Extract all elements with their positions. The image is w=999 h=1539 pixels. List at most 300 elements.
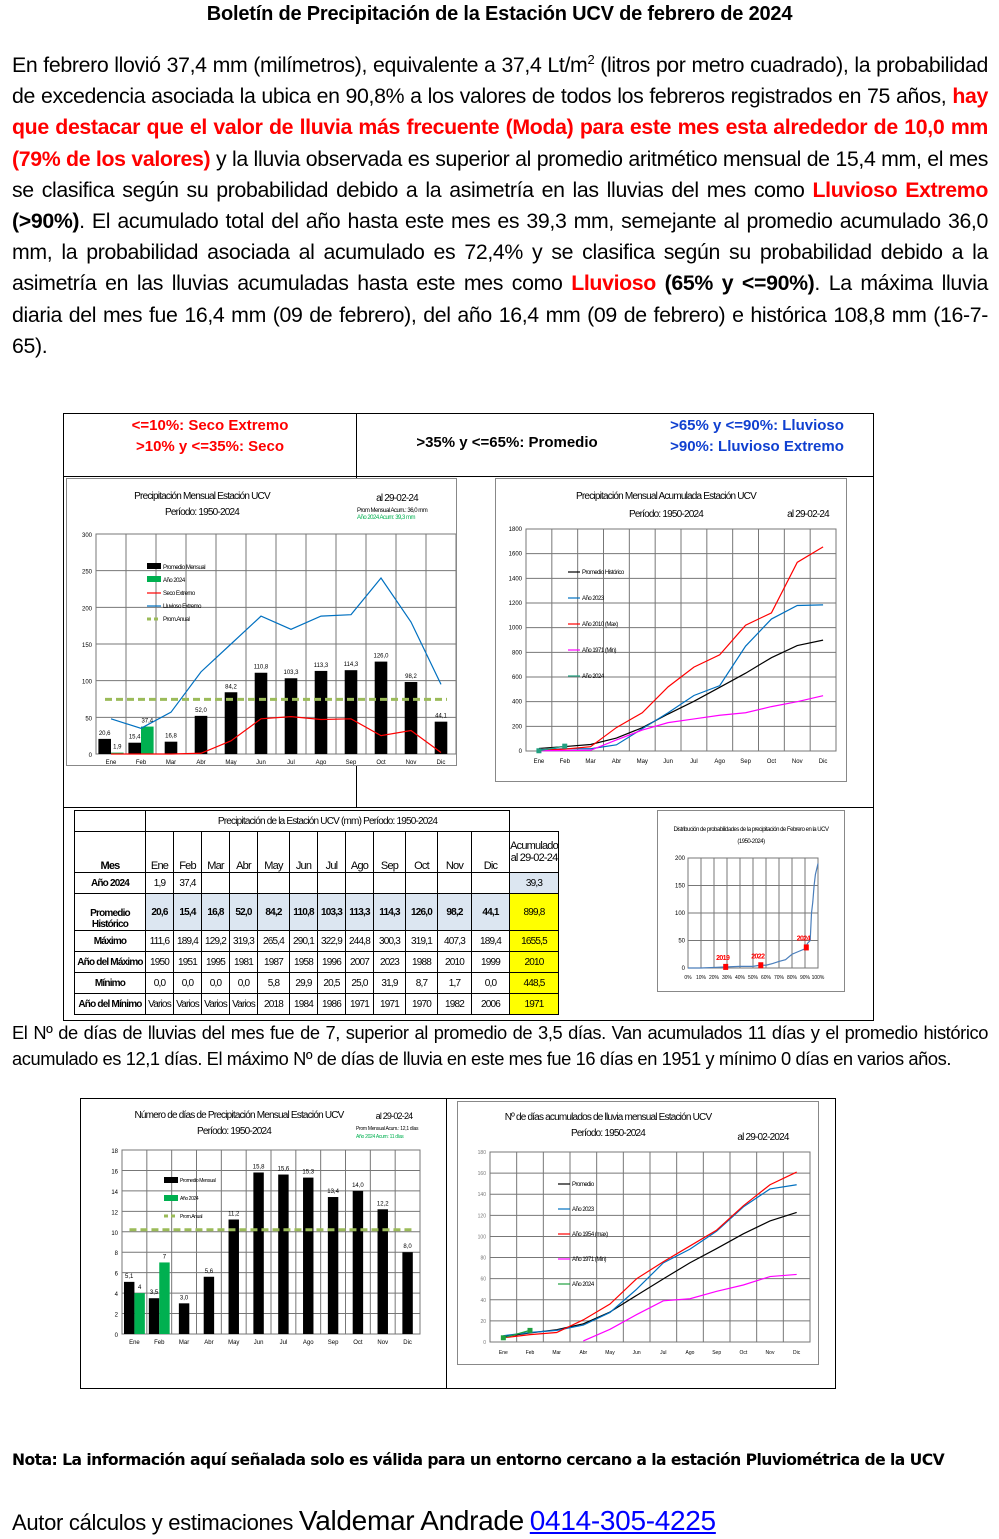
bar-promedio <box>128 743 141 754</box>
table-cell: 2023 <box>374 952 406 973</box>
data-label: 44,1 <box>435 713 447 720</box>
class-seco: >10% y <=35%: Seco <box>135 438 284 455</box>
table-cell: 20,6 <box>146 894 174 931</box>
table-header-row <box>75 832 559 873</box>
table-cell: 1970 <box>406 994 438 1015</box>
y-tick-label: 300 <box>81 533 92 539</box>
y-tick-label: 0 <box>88 753 92 759</box>
x-tick-label: Oct <box>376 760 386 765</box>
classification-legend <box>64 414 873 477</box>
chart-monthly <box>67 479 456 765</box>
x-tick-label: Jun <box>663 759 673 765</box>
divider <box>446 1099 447 1388</box>
y-tick-label: 180 <box>477 1150 486 1156</box>
x-tick-label: Jun <box>253 1340 264 1346</box>
y-tick-label: 100 <box>674 911 685 917</box>
table-cell: 8,7 <box>406 973 438 994</box>
month-class: Lluvioso Extremo <box>812 177 988 202</box>
data-label: 14,0 <box>352 1182 364 1189</box>
table-cell: 407,3 <box>438 931 472 952</box>
data-label: 5,6 <box>204 1268 214 1275</box>
chart-title-2: (1950-2024) <box>737 839 765 845</box>
table-cell: 1988 <box>406 952 438 973</box>
y-tick-label: 1400 <box>508 576 522 583</box>
table-cell: 1958 <box>290 952 318 973</box>
x-tick-label: Mar <box>585 759 596 765</box>
chart-subtitle: Período: 1950-2024 <box>196 1126 272 1137</box>
table-cell: 1996 <box>318 952 346 973</box>
y-tick-label: 1600 <box>508 551 522 558</box>
x-tick-label: Mar <box>552 1350 561 1356</box>
table-cell: 1,9 <box>146 873 174 894</box>
table-cell <box>230 873 258 894</box>
table-cell: 31,9 <box>374 973 406 994</box>
bar-promedio <box>378 1209 388 1334</box>
table-cell: 20,5 <box>318 973 346 994</box>
table-total: 1655,5 <box>510 931 559 952</box>
data-label: 8,0 <box>403 1244 412 1251</box>
y-tick-label: 150 <box>674 883 685 890</box>
row-label: Año 2024 <box>75 873 146 894</box>
chart-title: Distribución de probabilidades de la precipitación de Febrero en la UCV <box>673 827 829 833</box>
table-cell: 25,0 <box>346 973 374 994</box>
column-header: Mar <box>202 832 230 873</box>
y-tick-label: 0 <box>114 1333 118 1339</box>
x-tick-label: Ago <box>315 760 327 765</box>
table-cell: 189,4 <box>472 931 510 952</box>
table-cell: 1982 <box>438 994 472 1015</box>
chart-date: al 29-02-2024 <box>737 1132 789 1143</box>
table-cell: 1971 <box>346 994 374 1015</box>
chart-accumulated <box>496 479 846 781</box>
column-header: Sep <box>374 832 406 873</box>
table-cell: 319,3 <box>230 931 258 952</box>
y-tick-label: 80 <box>480 1255 486 1262</box>
x-tick-label: Nov <box>765 1350 775 1356</box>
x-tick-label: Jul <box>690 759 698 765</box>
x-tick-label: Dic <box>793 1350 801 1356</box>
chart-title: Nº de días acumulados de lluvia mensual Estación UCV <box>504 1112 712 1123</box>
data-label: 15,4 <box>128 734 141 741</box>
table-cell <box>290 873 318 894</box>
x-tick-label: Abr <box>611 759 622 765</box>
y-tick-label: 200 <box>81 606 92 613</box>
x-tick-label: Dic <box>818 759 828 765</box>
legend-label: Año 2010 (Max) <box>582 622 618 628</box>
table-total: 2010 <box>510 952 559 973</box>
x-tick-label: Mar <box>165 760 177 765</box>
legend-label: Prom.Anual <box>163 617 190 623</box>
table-cell: 319,1 <box>406 931 438 952</box>
class-lluvioso-extremo: >90%: Lluvioso Extremo <box>670 438 844 455</box>
table-cell <box>346 873 374 894</box>
table-title-blank <box>510 811 559 832</box>
x-tick-label: Abr <box>196 760 206 765</box>
point-marker <box>758 962 763 968</box>
point-label: 2019 <box>716 954 730 962</box>
data-label: 15,8 <box>252 1164 265 1171</box>
x-tick-label: Sep <box>345 760 357 765</box>
chart-days-accumulated <box>458 1102 818 1364</box>
y-tick-label: 12 <box>111 1210 118 1217</box>
y-tick-label: 2 <box>114 1312 118 1319</box>
x-tick-label: Sep <box>327 1340 339 1346</box>
data-label: 3,0 <box>179 1295 189 1302</box>
data-label: 11,2 <box>228 1211 240 1218</box>
x-tick-label: Sep <box>740 759 751 765</box>
table-cell: 2007 <box>346 952 374 973</box>
x-tick-label: May <box>636 759 648 765</box>
column-header: Nov <box>438 832 472 873</box>
table-row <box>75 973 559 994</box>
table-cell: 37,4 <box>174 873 202 894</box>
table-cell: 1999 <box>472 952 510 973</box>
x-tick-label: May <box>225 760 237 765</box>
bar-promedio <box>375 662 388 754</box>
y-tick-label: 8 <box>114 1251 118 1258</box>
legend-label: Año 1971 (Min) <box>582 648 617 654</box>
y-tick-label: 250 <box>81 569 92 576</box>
table-cell: 1987 <box>258 952 290 973</box>
x-tick-label: 0% <box>684 975 692 981</box>
class-promedio: >35% y <=65%: Promedio <box>416 434 598 451</box>
charts-frame <box>63 413 874 1021</box>
row-label: Año del Mínimo <box>75 994 146 1015</box>
bulletin-title: Boletín de Precipitación de la Estación UCV de febrero de 2024 <box>206 3 793 25</box>
x-tick-label: Mar <box>178 1340 190 1346</box>
point-marker <box>804 944 809 950</box>
table-cell: 0,0 <box>472 973 510 994</box>
table-total: 39,3 <box>510 873 559 894</box>
data-label: 15,3 <box>302 1169 315 1176</box>
y-tick-label: 400 <box>511 699 522 706</box>
table-cell: 0,0 <box>146 973 174 994</box>
data-label: 114,3 <box>343 662 359 669</box>
table-cell: 0,0 <box>174 973 202 994</box>
table-cell <box>202 873 230 894</box>
bar-promedio <box>255 673 268 754</box>
bar-promedio <box>195 716 208 754</box>
y-tick-label: 1000 <box>508 625 522 632</box>
x-tick-label: 30% <box>721 975 733 981</box>
table-cell: 113,3 <box>346 894 374 931</box>
data-label: 126,0 <box>373 653 389 660</box>
y-tick-label: 18 <box>111 1149 118 1155</box>
table-cell: 98,2 <box>438 894 472 931</box>
legend-label: Promedio Mensual <box>180 1178 216 1184</box>
x-tick-label: Abr <box>204 1340 214 1346</box>
y-tick-label: 50 <box>678 938 685 945</box>
table-cell: 0,0 <box>230 973 258 994</box>
bar-promedio <box>253 1172 263 1334</box>
x-tick-label: Jul <box>287 760 295 765</box>
y-tick-label: 4 <box>114 1292 118 1299</box>
chart-date: al 29-02-24 <box>787 509 829 520</box>
table-row <box>75 873 559 894</box>
y-tick-label: 100 <box>477 1234 486 1241</box>
author-phone-link[interactable]: 0414-305-4225 <box>529 1505 716 1536</box>
x-tick-label: Ene <box>105 760 117 765</box>
data-label: 52,0 <box>195 707 207 714</box>
bar-2024 <box>134 1293 144 1334</box>
x-tick-label: Jul <box>660 1350 667 1356</box>
table-cell: 2006 <box>472 994 510 1015</box>
data-label: 15,6 <box>277 1166 290 1173</box>
x-tick-label: 100% <box>811 975 825 981</box>
class-lluvioso: >65% y <=90%: Lluvioso <box>670 417 844 434</box>
legend-label: Lluvioso Extremo <box>163 604 202 610</box>
table-cell <box>374 873 406 894</box>
x-tick-label: Jul <box>279 1340 288 1346</box>
column-header: Ago <box>346 832 374 873</box>
table-cell: 1995 <box>202 952 230 973</box>
chart-title: Número de días de Precipitación Mensual Estación UCV <box>134 1110 344 1121</box>
table-cell <box>438 873 472 894</box>
table-cell: 110,8 <box>290 894 318 931</box>
chart-subtitle: Período: 1950-2024 <box>628 509 704 520</box>
data-label: 103,3 <box>283 670 299 677</box>
bar-promedio <box>229 1220 239 1334</box>
table-cell: 290,1 <box>290 931 318 952</box>
bar-promedio <box>402 1252 412 1334</box>
table-cell <box>258 873 290 894</box>
table-cell: 129,2 <box>202 931 230 952</box>
table-cell: Varios <box>230 994 258 1015</box>
table-cell <box>318 873 346 894</box>
data-label: 1,9 <box>113 744 122 751</box>
bar-promedio <box>124 1282 134 1334</box>
bar-promedio <box>225 692 238 754</box>
row-label: Promedio Histórico <box>75 894 146 931</box>
accum-class: Lluvioso <box>571 271 656 296</box>
x-tick-label: 20% <box>708 975 720 981</box>
column-header: Feb <box>174 832 202 873</box>
x-tick-label: Dic <box>403 1340 412 1346</box>
table-cell: 111,6 <box>146 931 174 952</box>
x-tick-label: Ene <box>498 1350 508 1356</box>
y-tick-label: 10 <box>111 1230 118 1237</box>
y-tick-label: 16 <box>111 1169 118 1176</box>
column-header: Ene <box>146 832 174 873</box>
y-tick-label: 0 <box>681 966 685 972</box>
data-label: 12,2 <box>376 1201 389 1208</box>
moda-highlight: hay que destacar que el valor de lluvia más frecuente (Moda) para este mes esta alrededor de 10,0 mm (79% de los valores) <box>12 84 988 171</box>
legend-label: Promedio <box>572 1182 594 1188</box>
x-tick-label: 90% <box>799 975 811 981</box>
legend-label: Año 2024 <box>180 1196 199 1202</box>
table-cell: 52,0 <box>230 894 258 931</box>
bar-promedio <box>328 1197 338 1334</box>
table-cell: 2010 <box>438 952 472 973</box>
bar-promedio <box>165 742 178 754</box>
column-header: Jul <box>318 832 346 873</box>
table-cell: 15,4 <box>174 894 202 931</box>
x-tick-label: Jun <box>256 760 266 765</box>
legend-label: Año 1971 (Min) <box>572 1257 607 1263</box>
table-cell: 322,9 <box>318 931 346 952</box>
legend-label: Prom.Anual <box>180 1214 203 1220</box>
bar-promedio <box>303 1178 313 1334</box>
chart-title: Precipitación Mensual Estación UCV <box>134 491 270 502</box>
table-cell: 189,4 <box>174 931 202 952</box>
x-tick-label: Ago <box>302 1340 314 1346</box>
x-tick-label: Abr <box>579 1350 588 1356</box>
disclaimer-note: Nota: La información aquí señalada solo es válida para un entorno cercano a la estación Pluviométrica de la UCV <box>12 1451 945 1469</box>
legend-label: Promedio Mensual <box>163 565 206 571</box>
precipitation-table <box>74 810 559 1015</box>
days-charts-frame <box>80 1098 836 1389</box>
data-label: 20,6 <box>98 730 111 737</box>
x-tick-label: Oct <box>353 1340 363 1346</box>
table-row <box>75 894 559 931</box>
table-total: 899,8 <box>510 894 559 931</box>
chart-note: Prom Mensual Acum.: 36,0 mm <box>357 508 428 514</box>
legend-label: Año 2023 <box>572 1207 594 1213</box>
table-cell: 1981 <box>230 952 258 973</box>
table-cell: 265,4 <box>258 931 290 952</box>
table-cell: 84,2 <box>258 894 290 931</box>
table-cell: Varios <box>202 994 230 1015</box>
x-tick-label: Feb <box>135 760 147 765</box>
y-tick-label: 0 <box>518 749 522 755</box>
legend-swatch <box>147 563 161 569</box>
table-cell: 1,7 <box>438 973 472 994</box>
column-header: May <box>258 832 290 873</box>
bar-2024 <box>141 727 154 754</box>
y-tick-label: 200 <box>674 856 685 862</box>
x-tick-label: Ago <box>714 759 726 765</box>
row-label: Máximo <box>75 931 146 952</box>
point-marker <box>723 964 728 970</box>
legend-swatch <box>164 1195 178 1201</box>
data-label: 98,2 <box>405 673 417 680</box>
point-2024 <box>528 1328 533 1333</box>
y-tick-label: 100 <box>81 679 92 686</box>
bar-promedio <box>278 1175 288 1334</box>
bar-2024 <box>159 1262 169 1334</box>
x-tick-label: 70% <box>773 975 785 981</box>
legend-swatch <box>164 1177 178 1183</box>
chart-title: Precipitación Mensual Acumulada Estación UCV <box>576 491 756 502</box>
y-tick-label: 1200 <box>508 601 522 607</box>
author-line: Autor cálculos y estimaciones Valdemar Andrade 0414-305-4225 <box>12 1505 716 1536</box>
data-label: 4 <box>137 1285 142 1292</box>
y-tick-label: 600 <box>511 675 522 681</box>
table-cell: 1971 <box>374 994 406 1015</box>
data-label: 113,3 <box>313 662 329 669</box>
y-tick-label: 6 <box>114 1271 118 1278</box>
bar-promedio <box>315 671 328 754</box>
y-tick-label: 14 <box>111 1189 118 1196</box>
legend-label: Año 2024 <box>572 1282 594 1288</box>
y-tick-label: 140 <box>477 1192 486 1199</box>
column-header: Dic <box>472 832 510 873</box>
chart-note-2024: Año 2024 Acum: 11 días <box>356 1134 404 1140</box>
column-header: Oct <box>406 832 438 873</box>
table-cell: Varios <box>174 994 202 1015</box>
table-cell <box>472 873 510 894</box>
x-tick-label: Nov <box>791 759 803 765</box>
bar-promedio <box>98 739 111 754</box>
row-label: Mínimo <box>75 973 146 994</box>
column-header: Abr <box>230 832 258 873</box>
chart-days <box>94 1102 424 1352</box>
data-label: 37,4 <box>141 718 154 725</box>
legend-label: Año 1954 (max) <box>572 1232 608 1238</box>
chart-days-accum-panel <box>457 1101 819 1365</box>
x-tick-label: Ene <box>533 759 545 765</box>
table-row <box>75 994 559 1015</box>
table-cell: 244,8 <box>346 931 374 952</box>
table-cell: 29,9 <box>290 973 318 994</box>
table-cell: 103,3 <box>318 894 346 931</box>
row-label: Año del Máximo <box>75 952 146 973</box>
data-label: 16,8 <box>165 733 177 740</box>
point-2024 <box>562 744 567 749</box>
x-tick-label: 10% <box>695 975 707 981</box>
y-tick-label: 1800 <box>508 527 522 533</box>
chart-date: al 29-02-24 <box>376 493 418 504</box>
x-tick-label: May <box>228 1340 240 1346</box>
column-header: Acumulado al 29-02-24 <box>510 832 559 873</box>
table-cell: 300,3 <box>374 931 406 952</box>
table-cell: Varios <box>146 994 174 1015</box>
bar-promedio <box>353 1191 363 1334</box>
summary-paragraph: En febrero llovió 37,4 mm (milímetros), equivalente a 37,4 $Lt/m^2$ (litros por metro cuadrado), la probabilidad de excedencia asociada la ubica en 90,8% a los valores de todos los febreros registrados en 75 años, hay que destacar que el valor de lluvia más frecuente (Moda) para este mes esta alrededor de 10,0 mm (79% de los valores) y la lluvia observada es superior al promedio aritmético mensual de 15,4 mm, el mes se clasifica según su probabilidad debido a la asimetría en las lluvias del mes como Lluvioso Extremo (>90%). El acumulado total del año hasta este mes es 39,3 mm, semejante al promedio acumulado 36,0 mm, la probabilidad asociada al acumulado es 72,4% y se clasifica según su probabilidad debido a la asimetría en las lluvias acumuladas hasta este mes como Lluvioso (65% y <=90%). La máxima lluvia diaria del mes fue 16,4 mm (09 de febrero), del año 16,4 mm (09 de febrero) e histórica 108,8 mm (16-7-65). <box>12 51 989 358</box>
point-2024 <box>536 748 541 753</box>
table-row <box>75 931 559 952</box>
y-tick-label: 800 <box>511 650 522 657</box>
y-tick-label: 120 <box>477 1213 486 1220</box>
table-title-row <box>75 811 559 832</box>
legend-label: Año 2024 <box>163 578 185 584</box>
data-label: 13,4 <box>327 1189 339 1196</box>
divider <box>64 807 873 808</box>
legend-swatch <box>147 576 161 582</box>
chart-monthly-panel <box>66 478 457 766</box>
class-seco-extremo: <=10%: Seco Extremo <box>131 417 289 434</box>
y-tick-label: 160 <box>477 1171 486 1178</box>
column-header: Jun <box>290 832 318 873</box>
days-paragraph: El Nº de días de lluvias del mes fue de 7, superior al promedio de 3,5 días. Van acumulados 11 días y el promedio histórico acumulado es 12,1 días. El máximo Nº de días de lluvia en este mes fue 16 días en 1951 y mínimo 0 días en varios años. <box>12 1022 988 1069</box>
legend-label: Año 2024 <box>582 674 604 680</box>
table-cell: 5,8 <box>258 973 290 994</box>
data-label: 84,2 <box>225 684 237 691</box>
legend-label: Promedio Histórico <box>582 570 624 576</box>
x-tick-label: Oct <box>766 759 777 765</box>
x-tick-label: Oct <box>739 1350 748 1356</box>
chart-subtitle: Período: 1950-2024 <box>570 1128 646 1139</box>
x-tick-label: Dic <box>436 760 446 765</box>
table-cell: 126,0 <box>406 894 438 931</box>
table-total: 448,5 <box>510 973 559 994</box>
table-corner <box>75 811 146 832</box>
table-cell: 1950 <box>146 952 174 973</box>
data-label: 7 <box>162 1254 167 1261</box>
bar-promedio <box>405 682 418 754</box>
x-tick-label: Ene <box>129 1340 140 1346</box>
table-cell <box>406 873 438 894</box>
legend-label: Año 2023 <box>582 596 604 602</box>
chart-note: Prom Mensual Acum.: 12,1 días <box>356 1126 419 1132</box>
table-cell: 114,3 <box>374 894 406 931</box>
x-tick-label: Nov <box>377 1340 389 1346</box>
x-tick-label: Jun <box>632 1350 641 1356</box>
bar-promedio <box>149 1298 159 1334</box>
point-label: 2022 <box>751 953 765 961</box>
data-label: 5,1 <box>125 1273 134 1280</box>
x-tick-label: Feb <box>559 759 570 765</box>
